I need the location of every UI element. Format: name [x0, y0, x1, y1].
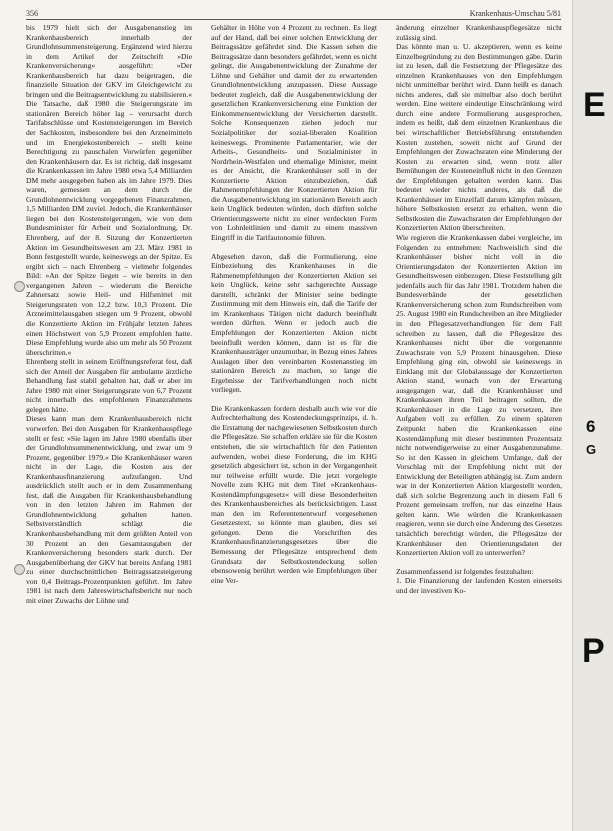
paragraph: bis 1979 hielt sich der Ausgabenanstieg im Krankenhausbereich innerhalb der Grundlohnsummensteigerung. Ergänzend wird hierzu in dem Artikel der Zeitschrift »Die Krankenversicherung« ausgeführt: »Der Krankenhausbereich hat dazu beigetragen, die finanzielle Situation der GKV im Gleichgewicht zu bringen und die Beitragsentwicklung zu stabilisieren.« Die Tatsache, daß 1980 die Steigerungsrate im stationären Bereich höher lag – verursacht durch Tarifabschlüsse und Kostensteigerungen im Bereich der Sachkosten, insbesondere bei den Arzneimitteln und im Energiekostenbereich – stellt keine Berechtigung zu pauschalen Vorwürfen gegenüber den Krankenhäusern dar. Es ist richtig, daß insgesamt die Krankenkassen im Jahre 1980 etwa 5,4 Milliarden DM mehr ausgegeben haben als im Jahre 1979. Dies waren, gemessen an dem durch die Grundlohnentwicklung vorgegebenen Finanzrahmen, 1,5 Milliarden DM zuviel. Jedoch, die Krankenhäuser liegen bei den Kostensteigerungen, wie von dem Bundesminister für Arbeit und Sozialordnung, Dr. Ehrenberg, auf der 8. Sitzung der Konzertierten Aktion im Gesundheitswesen am 23. März 1981 in Bonn festgestellt wurde, keineswegs an der Spitze. Es ergibt sich – nach Ehrenberg – vielmehr folgendes Bild: »An der Spitze liegen – wie bereits in den vergangenen Jahren – wiederum die Bereiche Zahnersatz sowie Heil- und Hilfsmittel mit Steigerungsraten von 12,2 bzw. 10,3 Prozent. Die Arzneimittelausgaben stiegen um 9 Prozent, obwohl die Konzertierte Aktion im Frühjahr letzten Jahres einen Höchstwert von 5,9 Prozent empfohlen hatte. Diese Empfehlung wurde also um mehr als 50 Prozent überschritten.«	[26, 23, 192, 357]
punch-hole-mark	[14, 564, 25, 575]
text-column-1	[26, 23, 192, 828]
paragraph: Gehälter in Höhe von 4 Prozent zu rechnen. Es liegt auf der Hand, daß bei einer solchen Entwicklung der Beitragssätze gefährdet sind. Die Kassen sehen die Beitragssätze dann besonders gefährdet, wenn es nicht gelingt, die Ausgabenentwicklung der Zunahme der Löhne und Gehälter und damit der zu erwartenden Grundlohnentwicklung anzupassen. Diese Aussage bedeutet zugleich, daß die Ausgabenentwicklung der gesetzlichen Krankenversicherung eine Funktion der Einkommensentwicklung der Versicherten darstellt. Solche Konsequenzen ziehen jedoch nur Sozialpolitiker der sozial-liberalen Koalition keineswegs. Prominente Parlamentarier, wie der Arbeits-, Gesundheits- und Sozialminister in Nordrhein-Westfalen und ehemalige Minister, meint es der Ansicht, die Krankenhäuser soll in der Konzertierte Aktion einzubeziehen, daß Rahmenempfehlungen der Konzertierten Aktion für die Ausgabenentwicklung im stationären Bereich auch kein Unglück bedeuten würden, doch dürften solche Orientierungswerte nicht zu einer verdeckten Form von Lohnleitlinien und damit zu einem massiven Eingriff in die Tarifautonomie führen.	[211, 23, 377, 243]
text-column-3	[396, 23, 562, 828]
paragraph: Wie regieren die Krankenkassen dabei vergleiche, im Folgenden zu entnehmen: Nachweislich sind die Krankenhäuser bisher nicht voll in die Orientierungsdaten der Konzertierten Aktion im Gesundheitswesen einbezogen. Diese Feststellung gilt jedenfalls auch für das Jahr 1981. Trotzdem haben die Bundesverbände der gesetzlichen Krankenversicherung schon zum Rundschreiben vom 25. August 1980 ein Rundschreiben an ihre Mitglieder in den Pflegesatzverhandlungen für dem Fall schreiben zu lassen, daß die Pflegesätze des Krankenhauses nicht über die vorgenannte Zuwachsrate von 5,9 Prozent hinausgehen. Diese Empfehlung ging ein, obwohl sie keineswegs in Einklang mit der Globalaussage der Konzertierten Aktion stand, wonach von der Erwartung ausgegangen war, daß die Krankenhäuser und Krankenkassen ihren Teil beitragen sollten, die Krankenhäuser in die Lage zu versetzen, ihre Aufgaben voll zu erfüllen. Zu einem späteren Zeitpunkt haben die Krankenkassen eine Kostendämpfung mit dieser bestimmten Prozentsatz nicht notwendigerweise zu einer Ausgabenzunahme. So ist den Kassen in gleichem Umfange, daß der Vorschlag mit der Empfehlung nicht mit der Entwicklung der Beteiligten abhängig ist. Zum andern war in der Konzertierten Aktion klargestellt worden, daß sich solche Begrenzung auch in diesem Fall 6 Prozent gemeinsam treffen, nur das einzelne Haus gelten kann. Wie würden die Krankenkassen reagieren, wenn sie durch eine Änderung des Gesetzes tatsächlich berechtigt würden, die Pflegesätze der Krankenhäuser den Orientierungsdaten der Konzertierten Aktion voll zu unterwerfen?	[396, 233, 562, 558]
paragraph: Die Krankenkassen fordern deshalb auch wie vor die Aufrechterhaltung des Kostendeckungsprinzips, d. h. die Erstattung der nachgewiesenen Selbstkosten durch die Pflegesätze. Sie schaffen erkläre sie für die Kosten entstehen, die sie wirtschaftlich für den Patienten aufwenden, wobei diese Forderung, die im KHG gesetzlich abgesichert ist, schon in der Vergangenheit nur teilweise erfüllt wurde. Die jetzt vorgelegte Novelle zum KHG mit dem Titel »Krankenhaus-Kostendämpfungsgesetz« will diese Besonderheiten des Krankenhausbereiches als berücksichtigen. Lasst man den im Referentenentwurf vorgesehenen Gesetzestext, so könnte man glauben, dies sei gelungen. Denn die Vorschriften des Krankenhausfinanzierungsgesetzes über die Bemessung der Pflegesätze entsprechend dem Grundsatz der Selbstkostendeckung sollen ebensowenig berührt werden wie Empfehlungen über eine Ver-	[211, 403, 377, 585]
adjacent-page-letter: P	[582, 632, 605, 670]
paragraph: Dieses kann man dem Krankenhausbereich nicht vorwerfen. Bei den Ausgaben für Krankenhauspflege stellt er fest: »Sie lagen im Jahre 1980 ebenfalls über der Grundlohnsummenentwicklung, und zwar um 9 Prozent, gegenüber 1979.« Die Krankenhäuser waren nicht in der Lage, die Kosten aus der Krankenhausfinanzierung aufzufangen. Und ausdrücklich stellt auch er in dem Zusammenhang fest, daß die Ausgaben für Krankenhausbehandlung von in den letzten Jahren im Rahmen der Grundlohnentwicklung gehalten hatten. Selbstverständlich schlägt die Krankenhausbehandlung mit dem größten Anteil von 30 Prozent an den Gesamtausgaben der Krankenversicherung besonders stark durch. Der Ausgabenüberhang der GKV hat bereits Anfang 1981 zu einer durchschnittlichen Beitragssatzsteigerung von 0,4 Beitrags-Prozentpunkten geführt. Im Jahre 1981 ist nach dem Jahreswirtschaftsbericht nur noch mit einer Zuwachs der Löhne und	[26, 414, 192, 605]
adjacent-page-letter: E	[583, 86, 606, 124]
paragraph: Ehrenberg stellt in seinem Eröffnungsreferat fest, daß sich der Anteil der Ausgaben für ambulante ärztliche Behandlung fast stabil gehalten hat, daß er aber im Jahre 1980 mit einer Steigerungsrate von 6,7 Prozent nicht innerhalb des empfohlenen Finanzrahmens gelegen hätte.	[26, 357, 192, 414]
page-number: 356	[26, 9, 38, 18]
text-column-2	[211, 23, 377, 828]
paragraph: Das könnte man u. U. akzeptieren, wenn es keine Einzelbegründung zu den Bestimmungen gäbe. Darin ist zu lesen, daß die Festsetzung der Pflegesätze des einzelnen Krankenhauses von den Empfehlungen nicht unmittelbar berührt wird. Dann heißt es danach nichts anderes, daß sie mittelbar also doch berührt werden. Eine weitere eindeutige Einschränkung wird durch eine andere Formulierung ausgesprochen, indem es heißt, daß dem einzelnen Krankenhaus die bei wirtschaftlicher Betriebsführung entstehenden Kosten zustehen, soweit nicht auf Grund der Empfehlungen der Zuwachsraten eine Minderung der Kosten zu erwarten sind, wenn trotz aller Bemühungen der Kosteneinfluß nicht in den Grenzen der Empfehlungen gehalten werden kann. Das bedeutet wieder nichts anderes, als daß die Krankenhäuser im Einzelfall darum kämpfen müssen, höhere Selbstkosten ersetzt zu erhalten, wenn die Selbstkosten die Zuwachsraten der Empfehlungen der Konzertierten Aktion überschreiten.	[396, 42, 562, 233]
paragraph: änderung einzelner Krankenhauspflegesätze nicht zulässig sind.	[396, 23, 562, 42]
running-title: Krankenhaus-Umschau 5/81	[469, 9, 561, 18]
header-rule	[26, 19, 561, 20]
punch-hole-mark	[14, 281, 25, 292]
list-item: 1. Die Finanzierung der laufenden Kosten einerseits und der investiven Ko-	[396, 576, 562, 595]
summary-heading: Zusammenfassend ist folgendes festzuhalten:	[396, 566, 534, 576]
adjacent-page-letter: G	[586, 442, 597, 457]
adjacent-page-number: 6	[586, 417, 596, 436]
paragraph: Abgesehen davon, daß die Formulierung, eine Einbeziehung des Krankenhauses in die Rahmenempfehlungen der Konzertierten Aktion sei kein Unglück, keine sehr sachgerechte Aussage darstellt, schränkt der Minister seine bedingte Zustimmung mit dem Hinweis ein, daß die Tarife der im Krankenhaus Tätigen nicht dadurch beeinflußt werden dürften. Wenn er jedoch auch die Empfehlungen der Konzertierten Aktion nicht beeinflußt werden können, dann ist es für die Krankenhausträger unzumutbar, in Bezug eines Jahres Auslagen über den vereinbarten Kostenanstieg im stationären Bereich zu machen, so lange die Ergebnisse der Tarifverhandlungen noch nicht vorliegen.	[211, 251, 377, 395]
